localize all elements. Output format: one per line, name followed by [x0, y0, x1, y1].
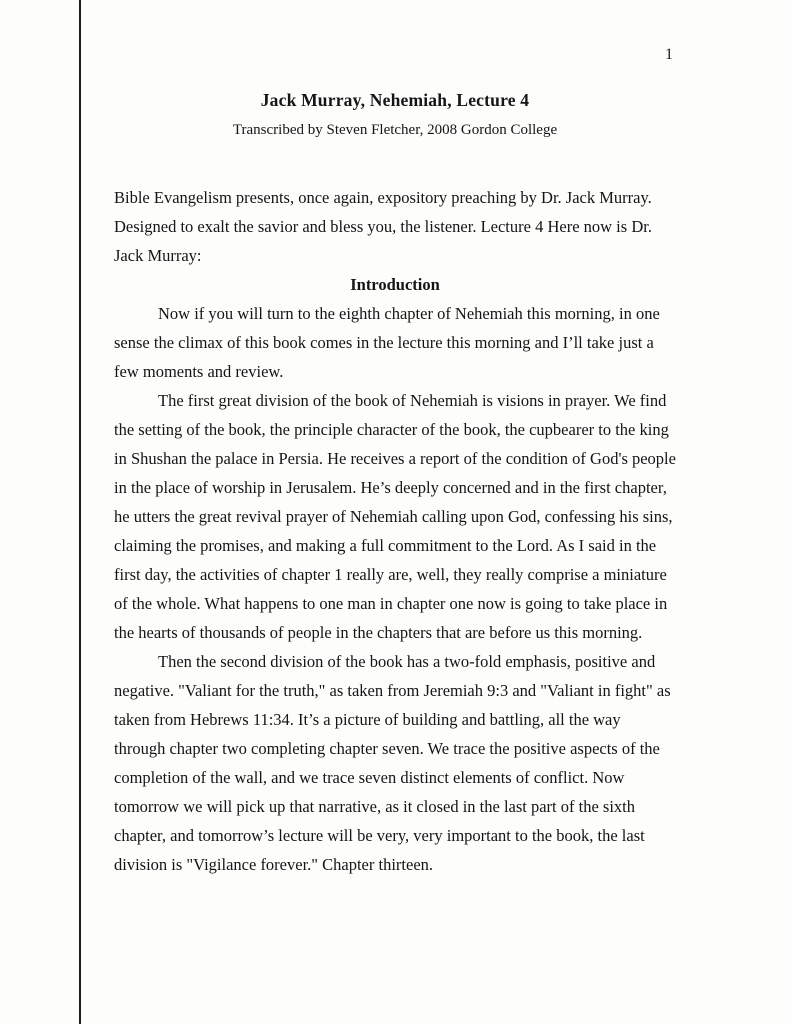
document-body — [114, 183, 676, 879]
document-subtitle: Transcribed by Steven Fletcher, 2008 Gordon College — [232, 122, 558, 138]
paragraph-opening: Bible Evangelism presents, once again, expository preaching by Dr. Jack Murray. Designed to exalt the savior and bless you, the listener. Lecture 4 Here now is Dr. Jack Murray: — [114, 188, 652, 265]
section-heading-introduction: Introduction — [350, 275, 440, 294]
document-title: Jack Murray, Nehemiah, Lecture 4 — [260, 90, 530, 110]
page-number: 1 — [665, 46, 673, 63]
paragraph-1: Now if you will turn to the eighth chapter of Nehemiah this morning, in one sense the climax of this book comes in the lecture this morning and I’ll take just a few moments and review. — [114, 304, 660, 381]
paragraph-3: Then the second division of the book has a two-fold emphasis, positive and negative. "Valiant for the truth," as taken from Jeremiah 9:3 and "Valiant in fight" as taken from Hebrews 11:34. It’s a picture of building and battling, all the way through chapter two completing chapter seven. We trace the positive aspects of the completion of the wall, and we trace seven distinct elements of conflict. Now tomorrow we will pick up that narrative, as it closed in the last part of the sixth chapter, and tomorrow’s lecture will be very, very important to the book, the last division is "Vigilance forever." Chapter thirteen. — [114, 652, 671, 874]
scan-edge-line — [79, 0, 81, 1024]
document-content — [114, 88, 676, 879]
paragraph-2: The first great division of the book of Nehemiah is visions in prayer. We find the setting of the book, the principle character of the book, the cupbearer to the king in Shushan the palace in Persia. He receives a report of the condition of God's people in the place of worship in Jerusalem. He’s deeply concerned and in the first chapter, he utters the great revival prayer of Nehemiah calling upon God, confessing his sins, claiming the promises, and making a full commitment to the Lord. As I said in the first day, the activities of chapter 1 really are, well, they really comprise a miniature of the whole. What happens to one man in chapter one now is going to take place in the hearts of thousands of people in the chapters that are before us this morning. — [114, 391, 676, 642]
